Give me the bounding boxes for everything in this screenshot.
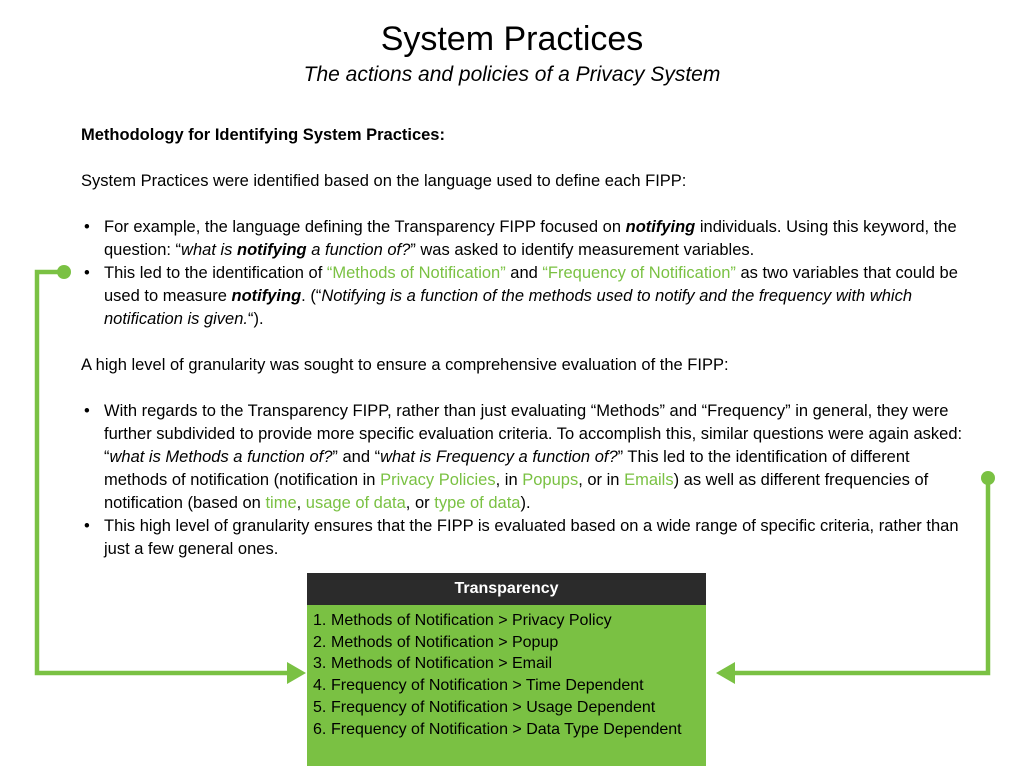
granularity-bullets (81, 400, 971, 561)
granularity-bullet-1: • With regards to the Transparency FIPP, rather than just evaluating “Methods” and “Frequency” in general, they were further subdivided to provide more specific evaluation criteria. To accomplish this, similar questions were again asked: “what is Methods a function of?” and “what is Frequency a function of?” This led to the identification of different methods of notification (notification in Privacy Policies, in Popups, or in Emails) as well as different frequencies of notification (based on time, usage of data, or type of data). (81, 400, 971, 515)
criteria-item: 1. Methods of Notification > Privacy Policy (313, 612, 612, 629)
methodology-bullet-2: • This led to the identification of “Methods of Notification” and “Frequency of Notification” as two variables that could be used to measure notifying. (“Notifying is a function of the methods used to notify and the frequency with which notification is given.“). (81, 262, 971, 331)
methodology-intro: System Practices were identified based on the language used to define each FIPP: (81, 172, 687, 190)
left-connector-dot (57, 265, 71, 279)
granularity-bullet-2: • This high level of granularity ensures that the FIPP is evaluated based on a wide range of specific criteria, rather than just a few general ones. (81, 515, 971, 561)
page-title: System Practices (380, 20, 644, 58)
methodology-bullet-1: • For example, the language defining the Transparency FIPP focused on notifying individuals. Using this keyword, the question: “what is notifying a function of?” was asked to identify measurement variables. (81, 216, 971, 262)
transparency-box (307, 573, 706, 766)
granularity-intro: A high level of granularity was sought to ensure a comprehensive evaluation of the FIPP: (81, 356, 729, 374)
methodology-heading: Methodology for Identifying System Practices: (81, 126, 445, 144)
transparency-box-header: Transparency (307, 573, 706, 605)
right-arrowhead (716, 662, 735, 684)
methodology-bullets (81, 216, 971, 331)
criteria-item: 4. Frequency of Notification > Time Dependent (313, 677, 644, 695)
page-subtitle: The actions and policies of a Privacy System (303, 63, 721, 86)
left-arrowhead (287, 662, 306, 684)
transparency-criteria-list (313, 610, 703, 740)
criteria-item: 3. Methods of Notification > Email (313, 655, 552, 673)
main-content (81, 124, 971, 561)
right-connector-dot (981, 471, 995, 485)
criteria-item: 6. Frequency of Notification > Data Type Dependent (313, 720, 682, 738)
criteria-item: 2. Methods of Notification > Popup (313, 633, 559, 651)
criteria-item: 5. Frequency of Notification > Usage Dependent (313, 698, 656, 716)
